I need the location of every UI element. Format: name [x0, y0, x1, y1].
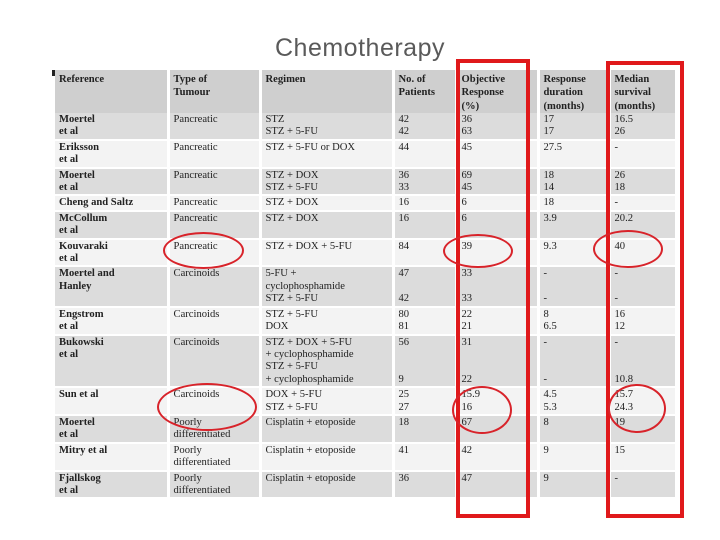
- cell-patients: [393, 387, 456, 415]
- cell-line: -: [543, 373, 548, 385]
- cell-line: 21: [461, 321, 473, 333]
- cell-response-duration: [538, 415, 609, 443]
- cell-response-duration: [538, 140, 609, 168]
- cell-line: Pancreatic: [173, 114, 218, 125]
- cell-line: Carcinoids: [173, 389, 220, 401]
- header-reference: [55, 70, 168, 113]
- cell-line: Mitry et al: [59, 444, 108, 456]
- cell-reference: [55, 266, 168, 306]
- header-line: [59, 86, 163, 99]
- cell-line: 10.8: [614, 373, 634, 385]
- cell-line: 22: [461, 373, 473, 385]
- cell-line: 69: [461, 169, 473, 181]
- cell-line: Moertel: [59, 114, 95, 125]
- header-line: Patients: [398, 87, 435, 99]
- chemotherapy-table: [55, 70, 675, 499]
- table-row: [55, 443, 675, 471]
- cell-patients: [393, 415, 456, 443]
- cell-line: Carcinoids: [173, 308, 220, 320]
- cell-line: -: [614, 141, 619, 153]
- cell-regimen: [260, 415, 393, 443]
- cell-line: 36: [398, 472, 410, 484]
- header-line: Objective: [461, 74, 506, 85]
- cell-line: -: [614, 472, 619, 484]
- cell-line: 16: [398, 212, 410, 224]
- cell-line: 12: [614, 321, 626, 333]
- survival-40-ellipse: [593, 230, 663, 268]
- cell-line: STZ + 5-FU: [265, 126, 318, 138]
- cell-regimen: [260, 211, 393, 239]
- cell-line: et al: [59, 253, 79, 265]
- cell-line: 56: [398, 336, 410, 348]
- cell-patients: [393, 335, 456, 388]
- header-response-duration: [538, 70, 609, 113]
- cell-line: 14: [543, 182, 555, 194]
- response-39-ellipse: [443, 234, 513, 268]
- cell-line: STZ + 5-FU: [265, 361, 318, 373]
- cell-line: 16: [614, 308, 626, 320]
- cell-line: DOX + 5-FU: [265, 389, 323, 401]
- cell-tumour-type: [168, 471, 260, 499]
- header-patients: [393, 70, 456, 113]
- cell-line: 18: [614, 182, 626, 194]
- cell-patients: [393, 195, 456, 210]
- cell-line: 9: [543, 444, 549, 456]
- cell-regimen: [260, 335, 393, 388]
- cell-line: differentiated: [173, 484, 231, 496]
- cell-line: 17: [543, 114, 555, 125]
- cell-line: 18: [543, 197, 555, 209]
- cell-line: 80: [398, 308, 410, 320]
- cell-line: 42: [461, 444, 473, 456]
- cell-line: STZ + DOX: [265, 197, 319, 209]
- cell-line: -: [614, 197, 619, 209]
- table-body: [55, 113, 675, 498]
- cell-line: Eriksson: [59, 141, 100, 153]
- table-row: [55, 140, 675, 168]
- cell-line: [544, 361, 604, 373]
- cell-reference: [55, 168, 168, 196]
- header-line: Response: [543, 74, 586, 85]
- cell-regimen: [260, 195, 393, 210]
- cell-line: 47: [398, 268, 410, 280]
- cell-line: differentiated: [173, 457, 231, 469]
- cell-line: 26: [614, 169, 626, 181]
- table-row: [55, 471, 675, 499]
- cell-line: + cyclophosphamide: [265, 373, 354, 385]
- cell-line: 42: [398, 126, 410, 138]
- cell-line: 8: [543, 416, 549, 428]
- slide-title: Chemotherapy: [275, 34, 445, 62]
- cell-regimen: [260, 239, 393, 267]
- cell-line: 9: [398, 373, 404, 385]
- cell-line: 15.7: [614, 389, 634, 401]
- cell-line: 39: [461, 240, 473, 252]
- table-header-row: [55, 70, 675, 113]
- cell-regimen: [260, 307, 393, 335]
- cell-line: et al: [59, 484, 79, 496]
- cell-line: differentiated: [173, 429, 231, 441]
- cell-line: STZ + 5-FU: [265, 308, 318, 320]
- header-line: duration: [543, 87, 583, 99]
- cell-line: Sun et al: [59, 389, 99, 401]
- table-row: [55, 239, 675, 267]
- cell-patients: [393, 211, 456, 239]
- cell-response-duration: [538, 307, 609, 335]
- header-line: (months): [543, 100, 585, 112]
- cell-patients: [393, 266, 456, 306]
- cell-line: 40: [614, 240, 626, 252]
- cell-line: 44: [398, 141, 410, 153]
- cell-line: 33: [398, 182, 410, 194]
- header-line: Type of: [173, 74, 208, 85]
- cell-line: -: [614, 293, 619, 305]
- cell-patients: [393, 140, 456, 168]
- cell-patients: [393, 443, 456, 471]
- cell-response-duration: [538, 335, 609, 388]
- cell-line: 15.9: [461, 389, 481, 401]
- cell-line: Fjallskog: [59, 472, 101, 484]
- cell-reference: [55, 195, 168, 210]
- cell-line: STZ + DOX + 5-FU: [265, 240, 353, 252]
- cell-line: Moertel: [59, 416, 95, 428]
- cell-line: et al: [59, 429, 79, 441]
- cell-line: et al: [59, 321, 79, 333]
- cell-tumour-type: [168, 266, 260, 306]
- cell-line: 6: [461, 212, 467, 224]
- median-survival-highlight-box: [606, 61, 684, 518]
- cell-line: 20.2: [614, 212, 634, 224]
- cell-line: 6.5: [543, 321, 557, 333]
- cell-line: 47: [461, 472, 473, 484]
- objective-response-highlight-box: [456, 59, 530, 518]
- cell-line: + cyclophosphamide: [265, 348, 354, 360]
- cell-line: et al: [59, 126, 79, 138]
- pancreatic-ellipse: [163, 232, 244, 269]
- cell-response-duration: [538, 168, 609, 196]
- cell-line: STZ + DOX: [265, 169, 319, 181]
- cell-line: Moertel and: [59, 268, 115, 280]
- cell-line: 4.5: [543, 389, 557, 401]
- header-line: Regimen: [265, 74, 306, 85]
- cell-line: 41: [398, 444, 410, 456]
- cell-line: Poorly: [173, 416, 202, 428]
- cell-line: 45: [461, 141, 473, 153]
- table-row: [55, 195, 675, 210]
- survival-15-7-ellipse: [608, 384, 666, 433]
- cell-line: 27: [398, 401, 410, 413]
- cell-line: 22: [461, 308, 473, 320]
- cell-line: 8: [543, 308, 549, 320]
- cell-tumour-type: [168, 443, 260, 471]
- cell-line: DOX: [265, 321, 289, 333]
- cell-line: -: [543, 293, 548, 305]
- cell-regimen: [260, 471, 393, 499]
- cell-tumour-type: [168, 335, 260, 388]
- cell-line: -: [614, 268, 619, 280]
- cell-line: 24.3: [614, 401, 634, 413]
- cell-line: et al: [59, 182, 79, 194]
- cell-line: 84: [398, 240, 410, 252]
- cell-line: Pancreatic: [173, 212, 218, 224]
- cell-line: STZ: [265, 114, 285, 125]
- header-line: Median: [614, 74, 650, 85]
- cell-line: Pancreatic: [173, 240, 218, 252]
- cell-line: Bukowski: [59, 336, 104, 348]
- cell-line: [399, 349, 451, 361]
- cell-line: Cisplatin + etoposide: [265, 416, 356, 428]
- cell-line: 42: [398, 114, 410, 125]
- header-line: [266, 86, 388, 99]
- table-row: [55, 211, 675, 239]
- cell-line: 16: [461, 401, 473, 413]
- header-line: No. of: [398, 74, 426, 85]
- cell-line: et al: [59, 348, 79, 360]
- cell-regimen: [260, 140, 393, 168]
- cell-line: 26: [614, 126, 626, 138]
- cell-line: 31: [461, 336, 473, 348]
- cell-line: Cheng and Saltz: [59, 197, 134, 209]
- cell-tumour-type: [168, 140, 260, 168]
- cell-line: Pancreatic: [173, 141, 218, 153]
- cell-line: [544, 349, 604, 361]
- cell-reference: [55, 140, 168, 168]
- cell-line: Carcinoids: [173, 268, 220, 280]
- cell-regimen: [260, 443, 393, 471]
- table-row: [55, 113, 675, 140]
- cell-response-duration: [538, 387, 609, 415]
- cell-line: 27.5: [543, 141, 563, 153]
- table-row: [55, 307, 675, 335]
- table-row: [55, 168, 675, 196]
- carcinoids-ellipse: [157, 383, 257, 431]
- cell-line: 15: [614, 444, 626, 456]
- cell-reference: [55, 443, 168, 471]
- cell-tumour-type: [168, 307, 260, 335]
- cell-line: Moertel: [59, 169, 95, 181]
- header-regimen: [260, 70, 393, 113]
- cell-tumour-type: [168, 113, 260, 140]
- cell-response-duration: [538, 471, 609, 499]
- cell-line: 9: [543, 472, 549, 484]
- cell-line: McCollum: [59, 212, 108, 224]
- cell-line: [544, 281, 604, 293]
- cell-line: 5-FU +: [265, 268, 297, 280]
- cell-reference: [55, 335, 168, 388]
- cell-line: Poorly: [173, 444, 202, 456]
- cell-line: 36: [398, 169, 410, 181]
- cell-line: Cisplatin + etoposide: [265, 472, 356, 484]
- response-15-9-ellipse: [452, 386, 512, 434]
- cell-line: Hanley: [59, 280, 92, 292]
- cell-patients: [393, 471, 456, 499]
- cell-line: 42: [398, 293, 410, 305]
- cell-line: Engstrom: [59, 308, 104, 320]
- cell-line: Pancreatic: [173, 197, 218, 209]
- cell-line: STZ + 5-FU: [265, 401, 318, 413]
- header-line: Reference: [59, 74, 105, 85]
- cell-line: et al: [59, 225, 79, 237]
- cell-line: 33: [461, 268, 473, 280]
- cell-line: 81: [398, 321, 410, 333]
- cell-reference: [55, 471, 168, 499]
- cell-line: Carcinoids: [173, 336, 220, 348]
- table-row: [55, 387, 675, 415]
- cell-line: 63: [461, 126, 473, 138]
- cell-patients: [393, 307, 456, 335]
- cell-line: Kouvaraki: [59, 240, 108, 252]
- cell-line: -: [614, 336, 619, 348]
- cell-tumour-type: [168, 195, 260, 210]
- cell-line: STZ + 5-FU: [265, 293, 318, 305]
- cell-line: 45: [461, 182, 473, 194]
- cell-line: 25: [398, 389, 410, 401]
- cell-tumour-type: [168, 168, 260, 196]
- cell-line: 17: [543, 126, 555, 138]
- cell-line: 18: [543, 169, 555, 181]
- cell-line: 33: [461, 293, 473, 305]
- cell-response-duration: [538, 113, 609, 140]
- header-line: (%): [461, 100, 480, 112]
- cell-line: cyclophosphamide: [265, 280, 345, 292]
- cell-line: STZ + 5-FU or DOX: [265, 141, 356, 153]
- cell-line: [399, 361, 451, 373]
- cell-line: 16.5: [614, 114, 634, 125]
- cell-line: 67: [461, 416, 473, 428]
- cell-response-duration: [538, 443, 609, 471]
- header-line: (months): [614, 100, 656, 112]
- cell-line: Cisplatin + etoposide: [265, 444, 356, 456]
- header-line: Tumour: [173, 87, 211, 99]
- cell-patients: [393, 113, 456, 140]
- cell-line: Poorly: [173, 472, 202, 484]
- header-line: survival: [614, 87, 651, 99]
- cell-line: 19: [614, 416, 626, 428]
- cell-line: 36: [461, 114, 473, 125]
- cell-patients: [393, 168, 456, 196]
- cell-response-duration: [538, 266, 609, 306]
- table-row: [55, 266, 675, 306]
- table-row: [55, 335, 675, 388]
- cell-reference: [55, 387, 168, 415]
- cell-line: 5.3: [543, 401, 557, 413]
- header-line: Response: [461, 87, 504, 99]
- cell-regimen: [260, 113, 393, 140]
- cell-reference: [55, 239, 168, 267]
- cell-regimen: [260, 387, 393, 415]
- cell-regimen: [260, 266, 393, 306]
- cell-response-duration: [538, 195, 609, 210]
- cell-line: 6: [461, 197, 467, 209]
- cell-line: STZ + 5-FU: [265, 182, 318, 194]
- cell-line: -: [543, 268, 548, 280]
- cell-line: STZ + DOX + 5-FU: [265, 336, 353, 348]
- cell-reference: [55, 113, 168, 140]
- cell-reference: [55, 211, 168, 239]
- cell-regimen: [260, 168, 393, 196]
- cell-line: STZ + DOX: [265, 212, 319, 224]
- cell-line: 16: [398, 197, 410, 209]
- header-tumour-type: [168, 70, 260, 113]
- table-row: [55, 415, 675, 443]
- cell-line: et al: [59, 154, 79, 166]
- cell-line: -: [543, 336, 548, 348]
- cell-reference: [55, 415, 168, 443]
- cell-line: 3.9: [543, 212, 557, 224]
- cell-reference: [55, 307, 168, 335]
- cell-line: 18: [398, 416, 410, 428]
- cell-line: [399, 281, 451, 293]
- cell-line: 9.3: [543, 240, 557, 252]
- cell-response-duration: [538, 211, 609, 239]
- cell-line: Pancreatic: [173, 169, 218, 181]
